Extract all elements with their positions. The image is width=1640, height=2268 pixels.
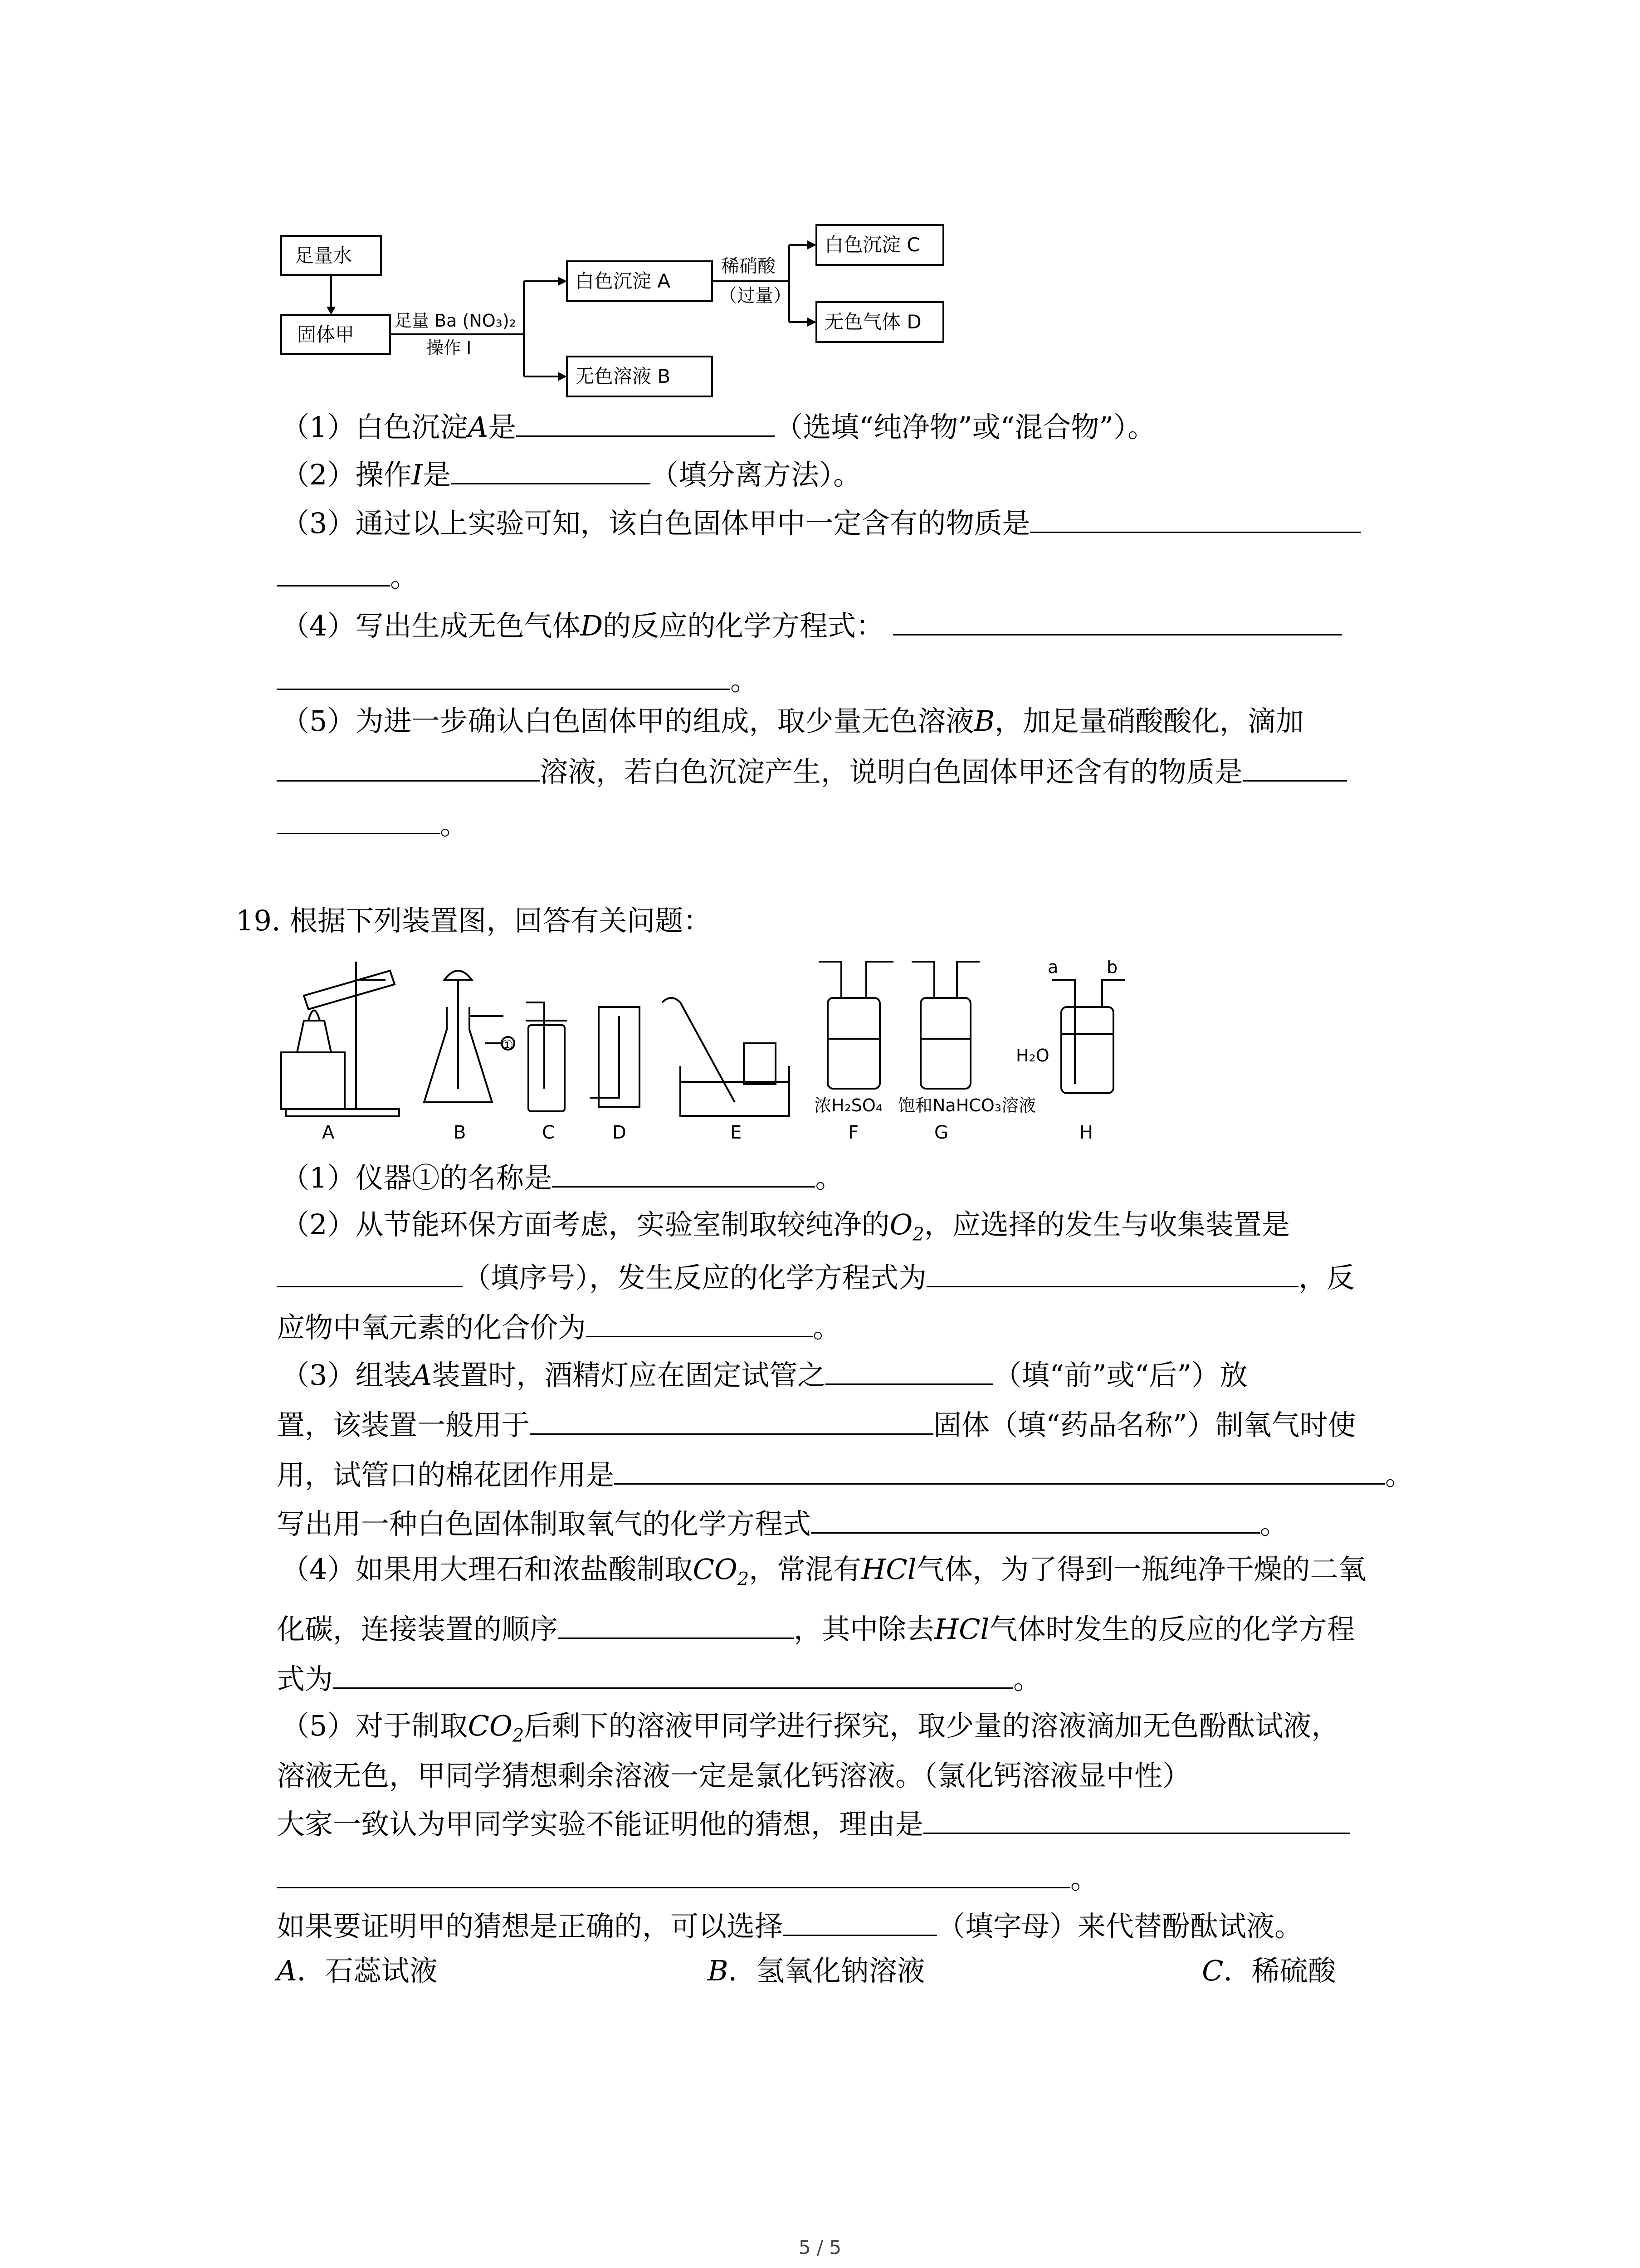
apparatus-diagram	[272, 953, 1134, 1152]
answer-blank[interactable]	[614, 1456, 1385, 1485]
g-label: 饱和NaHCO₃溶液	[898, 1095, 1036, 1115]
answer-blank[interactable]	[893, 607, 1342, 635]
option-a[interactable]: A．石蕊试液	[277, 1954, 438, 1987]
svg-text:白色沉淀 A: 白色沉淀 A	[575, 270, 671, 292]
apparatus-h	[1052, 980, 1125, 1093]
svg-text:无色溶液 B: 无色溶液 B	[575, 365, 671, 387]
q18-part5-end: 。	[277, 806, 468, 843]
flowchart-water-box	[281, 236, 381, 275]
page-number: 5 / 5	[798, 2236, 842, 2258]
svg-text:足量水: 足量水	[295, 244, 352, 267]
apparatus-g	[912, 962, 980, 1089]
h-b-label: b	[1107, 957, 1118, 977]
answer-blank[interactable]	[811, 1505, 1260, 1534]
flowchart-gas-d-box	[816, 302, 943, 342]
answer-blank[interactable]	[558, 1610, 794, 1639]
apparatus-c	[526, 1002, 567, 1111]
h-water-label: H₂O	[1016, 1046, 1049, 1066]
answer-blank[interactable]	[333, 1660, 1013, 1689]
flowchart-reagent: 足量 Ba (NO₃)₂	[395, 311, 516, 331]
q19-part4-end: 式为 。	[277, 1660, 1041, 1697]
flowchart-ppt-a-box	[567, 261, 712, 301]
svg-text:白色沉淀 C: 白色沉淀 C	[825, 234, 920, 256]
apparatus-label-h: H	[1079, 1122, 1093, 1143]
apparatus-label-g: G	[934, 1122, 948, 1143]
q19-stem: 19. 根据下列装置图，回答有关问题：	[236, 904, 712, 937]
flowchart-sol-b-box	[567, 357, 712, 396]
apparatus-label-a: A	[322, 1122, 335, 1143]
apparatus-b	[424, 971, 514, 1102]
q19-part5-select: 如果要证明甲的猜想是正确的，可以选择 （填字母）来代替酚酞试液。	[277, 1907, 1303, 1945]
f-label: 浓H₂SO₄	[814, 1095, 883, 1115]
flowchart-excess: （过量）	[719, 285, 791, 306]
h-a-label: a	[1048, 957, 1059, 977]
flowchart-ppt-c-box	[816, 225, 943, 265]
q19-part2: （2）从节能环保方面考虑，实验室制取较纯净的$O_2$，应选择的发生与收集装置是	[281, 1208, 1290, 1245]
answer-blank[interactable]	[277, 661, 730, 690]
answer-blank[interactable]	[927, 1259, 1298, 1287]
q19-part2-cont: （填序号），发生反应的化学方程式为 ，反	[277, 1259, 1355, 1296]
answer-blank[interactable]	[277, 753, 540, 782]
answer-blank[interactable]	[783, 1907, 937, 1936]
q18-part3: （3）通过以上实验可知，该白色固体甲中一定含有的物质是	[281, 504, 1361, 542]
q19-part2-end: 应物中氧元素的化合价为 。	[277, 1309, 841, 1346]
q19-part3-cont: 置，该装置一般用于 固体（填“药品名称”）制氧气时使	[277, 1406, 1356, 1443]
q19-part5-reason-cont: 。	[277, 1860, 1098, 1897]
svg-text:无色气体 D: 无色气体 D	[825, 311, 922, 333]
q18-part4: （4）写出生成无色气体D的反应的化学方程式：	[281, 607, 1342, 644]
answer-blank[interactable]	[277, 558, 390, 587]
apparatus-d	[590, 1007, 639, 1107]
answer-blank[interactable]	[1030, 504, 1361, 533]
circle-one-label: ①	[501, 1037, 513, 1053]
answer-blank[interactable]	[825, 1356, 993, 1385]
flowchart-operation: 操作 I	[426, 338, 472, 358]
apparatus-label-e: E	[730, 1122, 742, 1143]
q19-part5-cont: 溶液无色，甲同学猜想剩余溶液一定是氯化钙溶液。（氯化钙溶液显中性）	[277, 1759, 1191, 1792]
answer-blank[interactable]	[277, 1259, 463, 1287]
apparatus-label-f: F	[848, 1122, 859, 1143]
q18-part1: （1）白色沉淀A是 （选填“纯净物”或“混合物”）。	[281, 408, 1156, 445]
q19-part5: （5）对于制取$CO_2$后剩下的溶液甲同学进行探究，取少量的溶液滴加无色酚酞试液，	[281, 1709, 1340, 1746]
answer-blank[interactable]	[1243, 753, 1347, 782]
answer-blank[interactable]	[530, 1406, 933, 1435]
q19-part3-cont2: 用，试管口的棉花团作用是 。	[277, 1456, 1413, 1493]
apparatus-label-c: C	[542, 1122, 555, 1143]
option-c[interactable]: C．稀硫酸	[1202, 1954, 1336, 1987]
flowchart-solid-box	[281, 315, 390, 354]
apparatus-e	[662, 998, 789, 1116]
q19-part4: （4）如果用大理石和浓盐酸制取$CO_2$，常混有HCl气体，为了得到一瓶纯净干燥的二氧	[281, 1553, 1367, 1590]
q18-part5: （5）为进一步确认白色固体甲的组成，取少量无色溶液B，加足量硝酸酸化，滴加	[281, 704, 1304, 738]
flowchart-diagram	[272, 218, 952, 408]
apparatus-f	[819, 962, 893, 1089]
q18-part2: （2）操作I是 （填分离方法）。	[281, 456, 861, 493]
q19-part3: （3）组装A装置时，酒精灯应在固定试管之 （填“前”或“后”）放	[281, 1356, 1248, 1393]
answer-blank[interactable]	[923, 1805, 1350, 1834]
svg-text:固体甲: 固体甲	[297, 323, 355, 346]
apparatus-label-d: D	[612, 1122, 626, 1143]
q19-part4-cont: 化碳，连接装置的顺序 ，其中除去HCl气体时发生的反应的化学方程	[277, 1610, 1355, 1647]
q18-part5-cont: 溶液，若白色沉淀产生，说明白色固体甲还含有的物质是	[277, 753, 1347, 790]
answer-blank[interactable]	[552, 1159, 815, 1188]
flowchart-acid: 稀硝酸	[721, 256, 776, 277]
q18-part4-cont: 。	[277, 661, 758, 699]
option-b[interactable]: B．氢氧化钠溶液	[708, 1954, 925, 1987]
answer-blank[interactable]	[277, 806, 440, 834]
q19-part3-equation: 写出用一种白色固体制取氧气的化学方程式 。	[277, 1505, 1288, 1542]
answer-blank[interactable]	[586, 1309, 813, 1337]
q18-part3-cont: 。	[277, 558, 418, 595]
apparatus-a	[281, 962, 399, 1116]
answer-blank[interactable]	[516, 408, 775, 437]
q19-part5-reason: 大家一致认为甲同学实验不能证明他的猜想，理由是	[277, 1805, 1350, 1843]
q19-part1: （1）仪器①的名称是 。	[281, 1159, 843, 1196]
apparatus-label-b: B	[454, 1122, 466, 1143]
answer-blank[interactable]	[451, 456, 650, 484]
answer-blank[interactable]	[277, 1860, 1070, 1888]
